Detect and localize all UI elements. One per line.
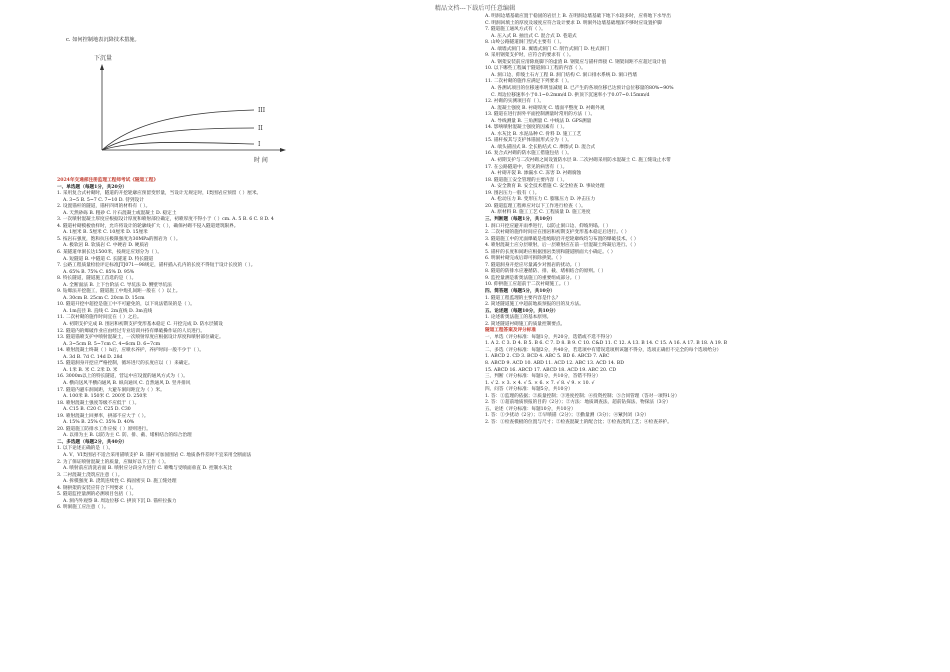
text-line: A. 初期支护与二次衬砌之间设置防水层 B. 二次衬砌采用防水混凝土 C. 施工缝设止水带 (491, 158, 671, 164)
text-line: 14. 喷射混凝土终凝（ ）h后，应喷水养护，养护时间一般不少于（ ）。 (57, 348, 205, 354)
text-line: 6. 某隧道单洞长达1500米，按规定应划分为（ ）。 (57, 250, 163, 256)
text-line: 6. 明洞衬砌完成后即可拆除拱架。（ ） (485, 256, 565, 262)
text-line: 9. 钻爆法开挖施工，隧道施工中炮孔间距一般在（ ）以上。 (57, 289, 181, 295)
text-line: 5. 隧道监控量测的必测项目包括（ ）。 (57, 492, 137, 498)
text-line: 2. 简述隧道衬砌施工的质量控制要点。 (485, 321, 566, 327)
text-line: 15. ABCD 16. ABCD 17. ABCD 18. ACD 19. ABC 20. CD (485, 367, 617, 373)
text-line: 12. 隧道内的爆破作业应由经过专业培训并持有爆破操作证的人员进行。 (57, 328, 206, 334)
text-line: 1. A 2. C 3. D 4. B 5. B 6. C 7. D 8. B 9. C 10. C&D 11. C 12. A 13. B 14. C 15. A 16. A 17. B 18. A 19. B (485, 341, 728, 347)
text-line: A. 短隧道 B. 中隧道 C. 长隧道 D. 特长隧道 (63, 256, 154, 262)
text-line: 1. 隧道工程监理的主要内容是什么？ (485, 295, 561, 301)
text-line: A. 压入式 B. 抽出式 C. 混合式 D. 巷道式 (491, 33, 577, 39)
text-line: 1. √ 2. × 3. × 4. √ 5. × 6. × 7. √ 8. √ 9. × 10. √ (485, 380, 595, 386)
text-line: A. 拆模强度 B. 浇筑连续性 C. 捣固密实 D. 施工缝处理 (63, 479, 177, 485)
text-line: 12. 衬砌的实测项目有（ ）。 (485, 99, 545, 105)
text-line: A. 1米 B. 米 C. 2米 D. 米 (63, 367, 118, 373)
text-line: 15. 锚杆按其与支护体锚固形式分为（ ）。 (485, 138, 572, 144)
text-line: A. 3d B. 7d C. 14d D. 28d (63, 354, 123, 360)
text-line: 20. 隧道监理工程师应对以下工作进行检查（ ）。 (485, 203, 586, 209)
text-line: 4. 钢拱架的安装应符合下列要求（ ）。 (57, 485, 137, 491)
page-header: 精品文档---下载后可任意编辑 (434, 5, 516, 12)
text-line: 一、单选题（每题1分，共20分） (57, 184, 128, 190)
text-line: 9. 采用钢架支护时，应符合的要求有（ ）。 (485, 53, 574, 59)
text-line: 18. 喷射混凝土强度等级不应低于（ ）。 (57, 400, 140, 406)
text-line: C. 周边位移速率小于0.1~0.2mm/d D. 拱顶下沉速率小于0.07~0.15mm/d (491, 92, 650, 98)
text-line: 13. 隧道在进行洞外平面控制测量时常用的方法（ ）。 (485, 112, 596, 118)
text-line: A. 水灰比 B. 水泥品种 C. 骨料 D. 施工工艺 (491, 131, 582, 137)
text-line: 2. 答：①超前地质预报的目的（2分）；②方法：地质调查法、超前钻探法、物探法（3分） (485, 400, 671, 406)
text-line: 二、多选题（每题2分，共40分） (57, 439, 128, 445)
text-line: 16. 3000m以上的特长隧道，营运中应设置的通风方式为（ ）。 (57, 374, 188, 380)
text-line: 10. 以下哪些工程属于隧道洞口工程的内容（ ）。 (485, 66, 586, 72)
text-line: A. 15% B. 25% C. 35% D. 40% (63, 420, 135, 426)
text-line: A. 65% B. 75% C. 85% D. 95% (63, 269, 135, 275)
text-line: A. 安全教育 B. 安全技术措施 C. 安全检查 D. 事故处理 (491, 184, 605, 190)
text-line: A. 洞内外观察 B. 周边位移 C. 拱顶下沉 D. 锚杆拉拔力 (63, 498, 177, 504)
curve-label-i: I (258, 141, 261, 148)
text-line: 一、单选（评分标准：每题1分，共20分，选错或不选不得分） (485, 334, 615, 340)
curve-iii (102, 110, 254, 150)
text-line: 四、简答题（每题5分，共10分） (485, 288, 556, 294)
text-line: A. 洞口边、仰坡土石方工程 B. 洞门结构 C. 洞口排水系统 D. 洞口挡墙 (491, 72, 637, 78)
text-line: 18. 隧道施工安全管理的主要内容（ ）。 (485, 177, 568, 183)
text-line: 2. 二次衬砌的施作时间应在围岩和初期支护变形基本稳定后进行。（ ） (485, 230, 630, 236)
text-line: A. 端墙式洞门 B. 翼墙式洞门 C. 削竹式洞门 D. 柱式洞门 (491, 46, 610, 52)
text-line: A. 喷射前应清洗岩面 B. 喷射应分段分片进行 C. 喷嘴与受喷面垂直 D. 控制水灰比 (63, 466, 233, 472)
text-line: A. 混凝土强度 B. 衬砌厚度 C. 墙面平整度 D. 衬砌外观 (491, 105, 605, 111)
text-line: A. V、VI类围岩不适合采用锚喷支护 B. 锚杆可加固围岩 C. 地质条件差时不宜采用全断面法 (63, 452, 252, 458)
text-line: 1. 论述新奥法施工的基本原则。 (485, 315, 552, 321)
text-line: 5. 按岩石强度，饱和抗压极限强度为30MPa的围岩为（ ）。 (57, 236, 181, 242)
text-line: 二、多选（评分标准：每题2分，共40分，若选项中有错误选项则该题不得分，选项正确但不完全的每个选项给分） (485, 347, 722, 353)
text-line: 4. 喷射混凝土应分层喷射，后一层喷射应在前一层混凝土终凝后进行。（ ） (485, 243, 639, 249)
curve-label-ii: II (258, 125, 263, 132)
text-line: 16. 复合式衬砌的防水施工措施包括（ ）。 (485, 151, 572, 157)
text-line: 11. 二次衬砌的施作时间宜在（ ）之后。 (57, 315, 142, 321)
text-line: 11. 二次衬砌的施作应满足下列要求（ ）。 (485, 79, 572, 85)
text-line: A. 衬砌开裂 B. 渗漏水 C. 冻害 D. 衬砌腐蚀 (491, 171, 582, 177)
text-line: A. 原材料 B. 施工工艺 C. 工程质量 D. 施工进度 (491, 210, 591, 216)
text-line: 9. 监控量测是新奥法施工的重要组成部分。（ ） (485, 275, 583, 281)
text-line: A. C15 B. C20 C. C25 D. C30 (63, 407, 131, 413)
text-line: 1. 答：①监理的依据；②质量控制；③进度控制；④投资控制；⑤合同管理（答对一项得1分） (485, 393, 680, 399)
text-line: 五、论述（评分标准：每题10分，共10分） (485, 406, 576, 412)
text-line: 8. 隧道的防排水应遵循防、排、截、堵相结合的原则。（ ） (485, 269, 607, 275)
text-line: C. 明洞回填土的厚度及坡度应符合设计要求 D. 明洞外边墙基础埋深不够时应设置护脚 (485, 20, 662, 26)
text-line: A. 明洞边墙基础应置于稳固的岩层上 B. 在明洞边墙基础下地下水较多时，应将地下水导出 (485, 14, 671, 19)
curve-label-iii: III (258, 107, 266, 114)
right-column (485, 14, 940, 426)
text-line: 14. 影响喷射混凝土强度的因素有（ ）。 (485, 125, 568, 131)
text-line: A. 各测试项目的位移速率明显减缓 B. 已产生的各项位移已达预计总位移量的80%~90% (491, 86, 674, 92)
text-line: 1. ABCD 2. CD 3. BCD 4. ABC 5. BD 6. ABCD 7. ABC (485, 354, 610, 360)
text-line: 13. 隧道锚喷支护中喷射混凝土，一次喷射厚度应根据设计厚度和喷射部位确定。 (57, 335, 224, 341)
text-line: A. 1厘米 B. 5厘米 C. 10厘米 D. 15厘米 (63, 230, 148, 236)
text-line: 7. 隧道洞身开挖应尽量减少对围岩的扰动。（ ） (485, 262, 583, 268)
curve-ii (102, 128, 254, 150)
text-line: 四、问答（评分标准：每题5分，共10分） (485, 387, 573, 393)
text-line: 17. 在公路隧道中，常见的病害有（ ）。 (485, 164, 568, 170)
text-line: 7. 公路工程质量检验评定标准JTJ071—98规定，锚杆插入孔内的长度不得短于设计长度的（ ）。 (57, 263, 256, 269)
text-line: 隧道工程答案及评分标准 (485, 328, 537, 334)
text-line: 1. 采用复合式衬砌时，隧道的开挖轮廓应预留变形量，当设计无规定时，Ⅰ类围岩应预留（ ）厘米。 (57, 191, 262, 197)
text-line: 五、论述题（每题10分，共10分） (485, 308, 559, 314)
text-line: 1. 洞口开挖应避开雨季进行，以防止洞口边、仰坡坍塌。（ ） (485, 223, 611, 229)
text-line: 1. 答：①少扰动（2分）；②早喷锚（2分）；③勤量测（3分）；④紧封闭（3分） (485, 413, 649, 419)
text-line: 2. 为了保证喷射混凝土的质量，应做好以下工作（ ）。 (57, 459, 169, 465)
text-line: A. 100米 B. 150米 C. 200米 D. 250米 (63, 394, 147, 400)
text-line: 2. 简述隧道施工中超前地质预报的目的及方法。 (485, 302, 584, 308)
text-line: 10. 仰拱施工应超前于二次衬砌施工。（ ） (485, 282, 572, 288)
text-line: 19. 喷射混凝土回弹率，拱部不应大于（ ）。 (57, 413, 149, 419)
left-column (57, 178, 465, 512)
subsidence-figure (94, 55, 294, 166)
text-line: A. 钢架安装前应清除底脚下的虚渣 B. 钢架应与锚杆焊接 C. 钢架间距不应超过设计值 (491, 59, 667, 65)
text-line: 3. 二衬混凝土浇筑应注意（ ）。 (57, 472, 123, 478)
y-axis-label: 下沉量 (94, 55, 113, 62)
text-line: 15. 隧道洞身开挖应严格控制，循环进尺的长度应以（ ）来确定。 (57, 361, 193, 367)
text-line: A. 全断面法 B. 上下台阶法 C. 导坑法 D. 侧壁导坑法 (63, 282, 172, 288)
text-line: 7. 隧道施工通风方式有（ ）。 (485, 27, 546, 33)
text-line: A. 松动压力 B. 变形压力 C. 膨胀压力 D. 冲击压力 (491, 197, 596, 203)
text-line: A. 天然砂砾 B. 粗砂 C. 片石混凝土或混凝土 D. 稳定土 (63, 210, 177, 216)
text-line: 4. 隧道衬砌模板放样时，允许将设计的轮廓线扩大（ ），确保衬砌不侵入隧道建筑限界。 (57, 223, 239, 229)
text-line: 10. 隧道开挖中超挖是施工中不可避免的，以下说法错误的是（ ）。 (57, 302, 195, 308)
text-line: 19. 围岩压力一般有（ ）。 (485, 190, 540, 196)
text-line: A. 3~5cm B. 5~7cm C. 4~6cm D. 6~7cm (63, 341, 161, 347)
text-line: A. 导线测量 B. 三角测量 C. 中线法 D. GPS测量 (491, 118, 592, 124)
top-question: c. 如何控制地表沉降技术措施。 (66, 37, 140, 43)
curve-i (102, 142, 254, 150)
text-line: A. 以排为主 B. 以防为主 C. 防、排、截、堵相结合的综合治理 (63, 433, 192, 439)
text-line: 6. 明洞施工应注意（ ）。 (57, 505, 109, 511)
text-line: 三、判断题（每题1分，共10分） (485, 216, 556, 222)
text-line: 20. 隧道施工防排水工作应按（ ）原则进行。 (57, 426, 151, 432)
text-line: A. 30cm B. 25cm C. 20cm D. 15cm (63, 295, 145, 301)
text-line: A. 横向送风半横向通风 B. 纵向通风 C. 自然通风 D. 竖井排风 (63, 380, 191, 386)
text-line: A. 端头锚固式 B. 全长粘结式 C. 摩擦式 D. 混合式 (491, 144, 596, 150)
text-line: A. 3~5 B. 5~7 C. 7~10 D. 待到设计 (63, 197, 144, 203)
text-line: 8. 特长隧道，隧道施工首选的是（ ）。 (57, 276, 137, 282)
text-line: 2. 答：①检查模板的位置与尺寸；②检查混凝土的配合比；③检查浇筑工艺；④检查养护。 (485, 419, 672, 425)
text-line: 3. 一次喷射混凝土厚度应根据设计厚度和喷射部位确定，初喷厚度不得小于（ ）cm. A. 5 B. 6 C. 8 D. 4 (57, 217, 274, 223)
text-line: 2024年交通部注册监理工程师考试《隧道工程》 (57, 178, 159, 183)
text-line: 5. 锚杆的长度和间距应根据围岩类别和隧道断面大小确定。（ ） (485, 249, 616, 255)
text-line: 8. ABCD 9. ACD 10. ABD 11. ACD 12. ABC 13. ACD 14. BD (485, 360, 624, 366)
text-line: 8. 山岭公路隧道洞门型式主要有（ ）。 (485, 40, 565, 46)
x-axis-label: 时 间 (254, 157, 268, 164)
text-line: A. 初期支护完成 B. 围岩和初期支护变形基本稳定 C. 开挖完成 D. 防水层铺设 (63, 322, 223, 328)
text-line: 17. 隧道内避车洞间距，大避车洞间距宜为（ ）米。 (57, 387, 165, 393)
text-line: 三、判断（评分标准：每题1分，共10分，答错不得分） (485, 374, 601, 380)
text-line: A. 极软岩 B. 软质岩 C. 中硬岩 D. 硬质岩 (63, 243, 149, 249)
text-line: 3. 隧道施工中的光面爆破是指炮眼沿开挖轮廓线均匀布置的爆破技术。（ ） (485, 236, 639, 242)
text-line: 2. 设置锚杆的隧道，锚杆四周的材料有（ ）。 (57, 204, 151, 210)
text-line: 1. 以下论述正确的是（ ）。 (57, 446, 114, 452)
text-line: A. 1m直径 B. 直线 C. 2m直线 D. 3m直线 (63, 308, 153, 314)
